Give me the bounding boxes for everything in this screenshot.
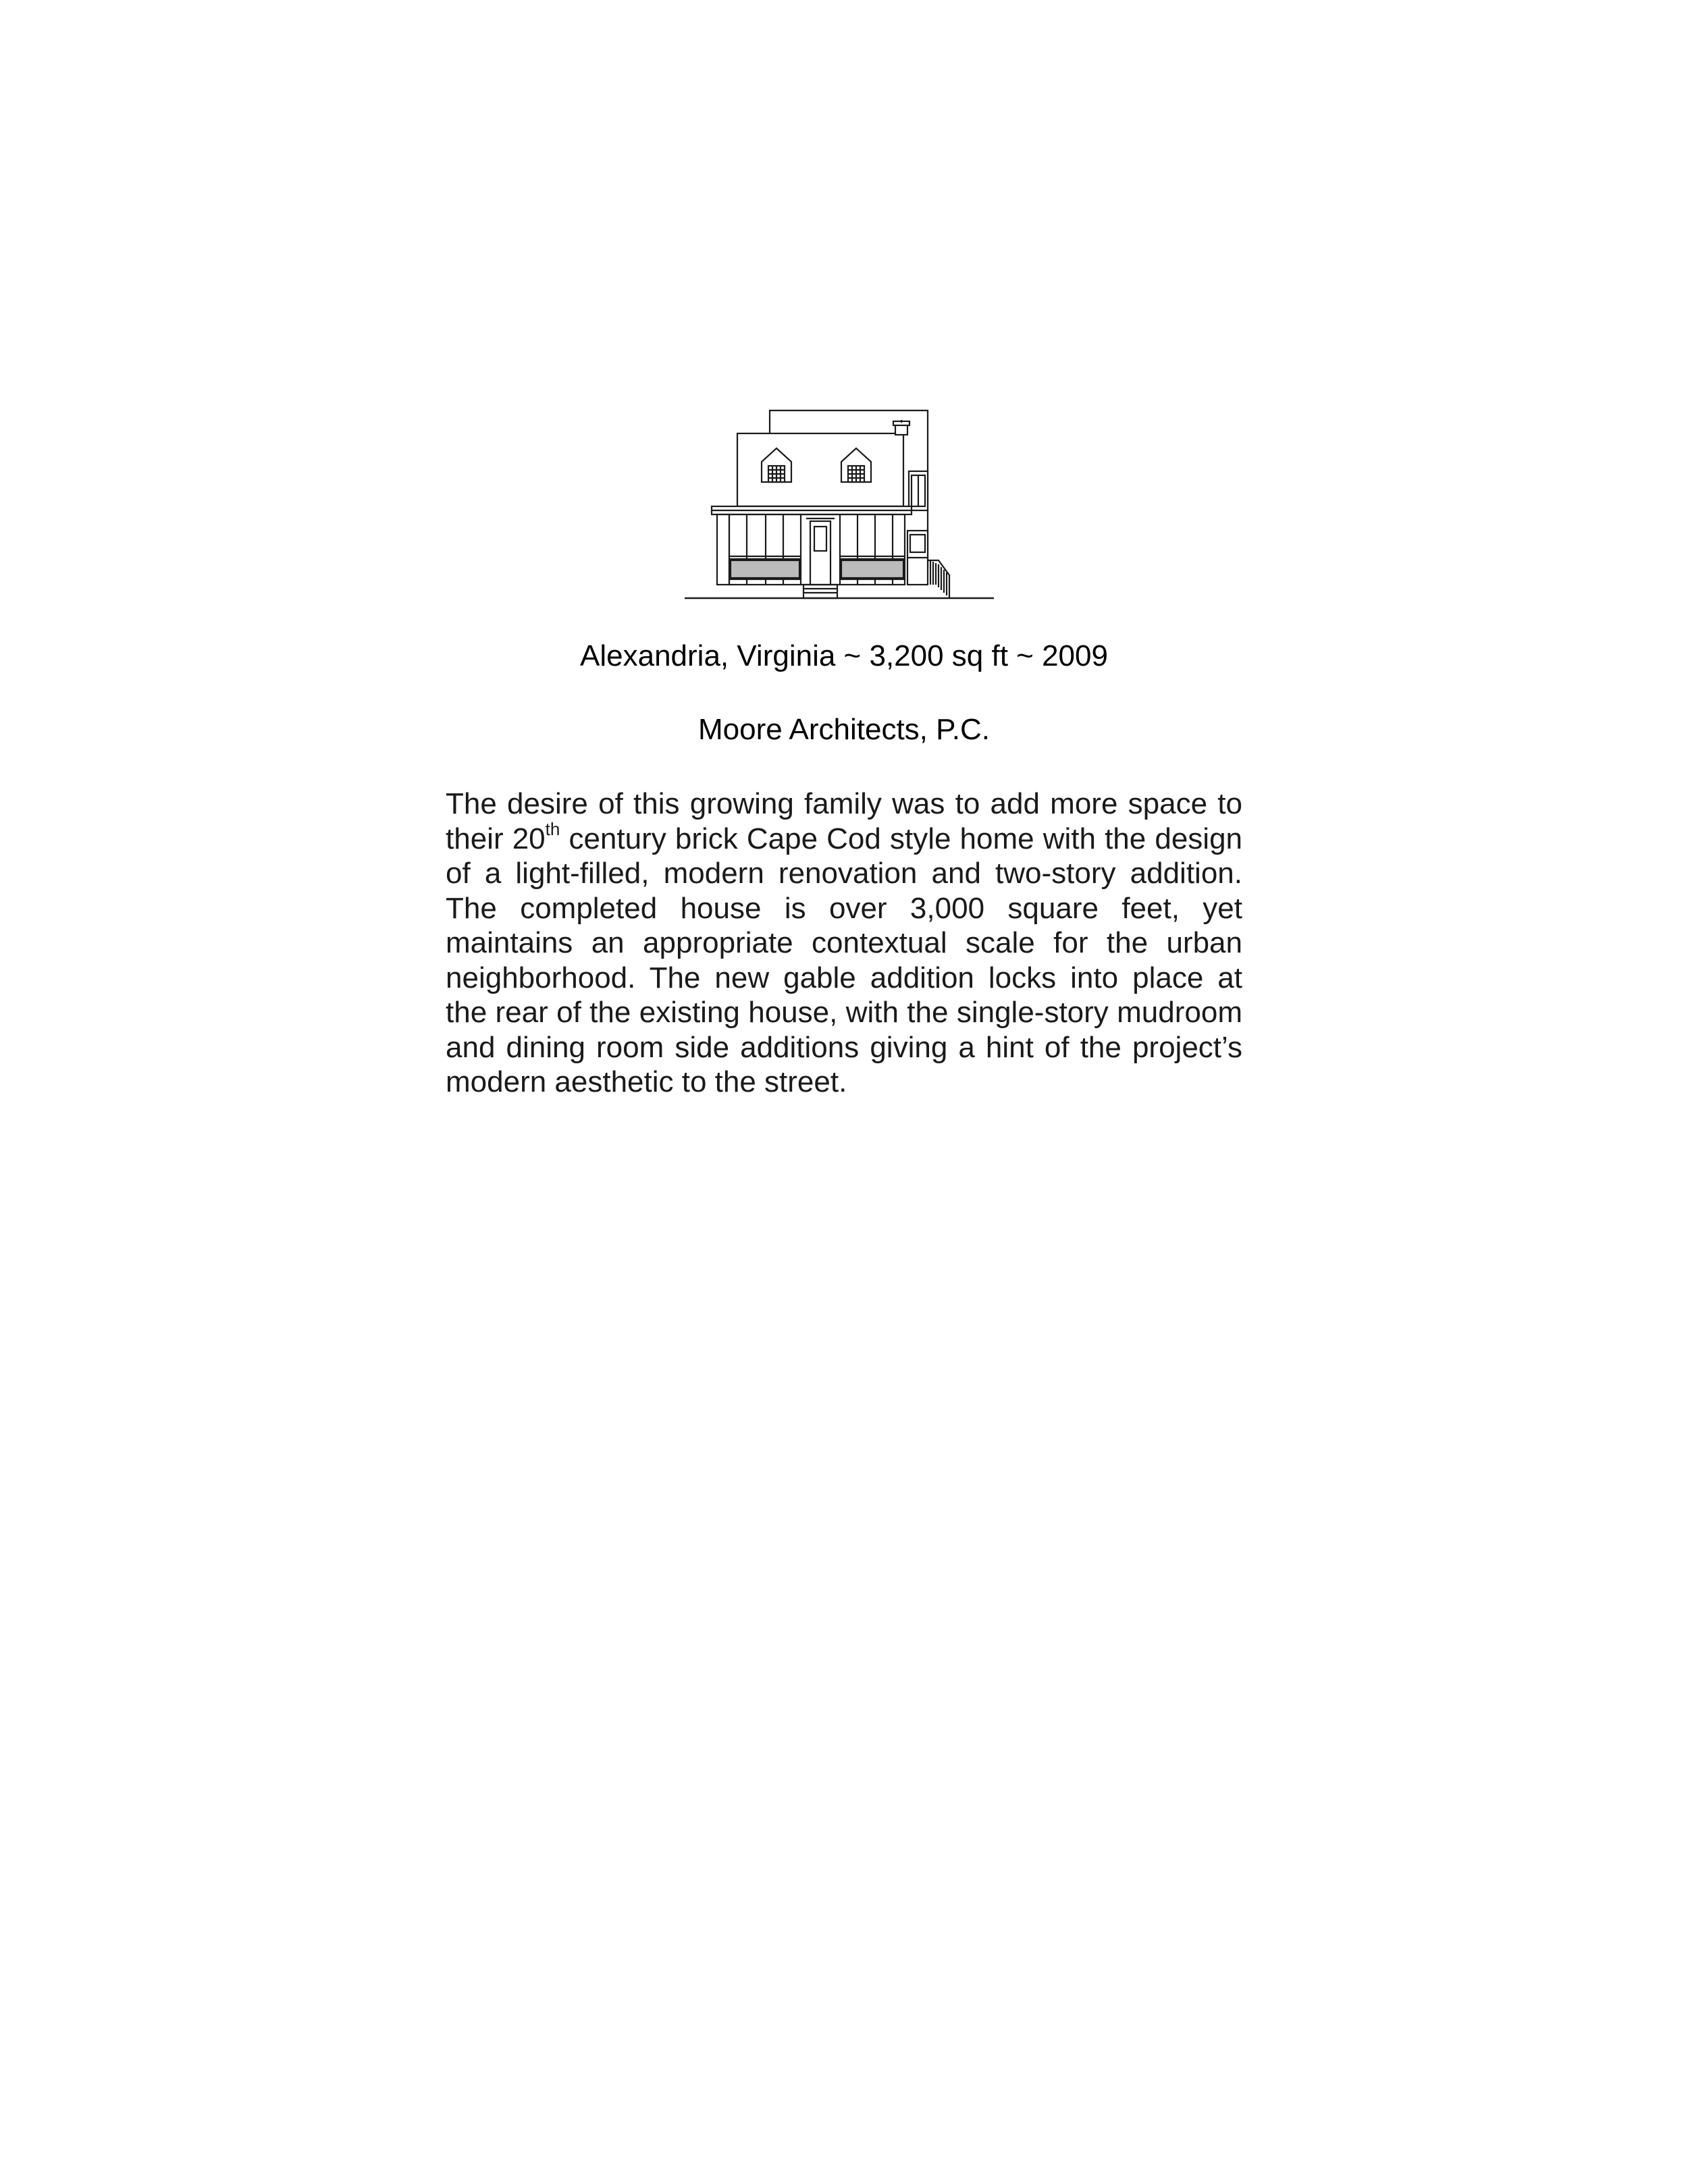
front-steps [803,585,837,598]
description-text-part2: century brick Cape Cod style home with the design of a light-filled, modern renovation and two-story addition. The completed house is over 3,000 square feet, yet maintains an appropriate contextual scale for the urban neighborhood. The new gable addition locks into place at the rear of the existing house, with the single-story mudroom and dining room side additions giving a hint of the project’s modern aesthetic to the street. [446,822,1243,1098]
project-location-caption: Alexandria, Virginia ~ 3,200 sq ft ~ 2009 [580,639,1108,672]
front-door [806,518,835,585]
side-addition [909,471,928,510]
project-description [446,787,1242,1100]
house-elevation-drawing [682,405,1006,601]
description-superscript: th [545,818,560,839]
side-entry [907,531,949,598]
description-text-part1: The desire of this growing family was to add more space to their 20 [446,787,1242,855]
porch-roof [712,506,912,514]
architect-firm-caption: Moore Architects, P.C. [697,713,991,746]
chimney [893,420,909,435]
